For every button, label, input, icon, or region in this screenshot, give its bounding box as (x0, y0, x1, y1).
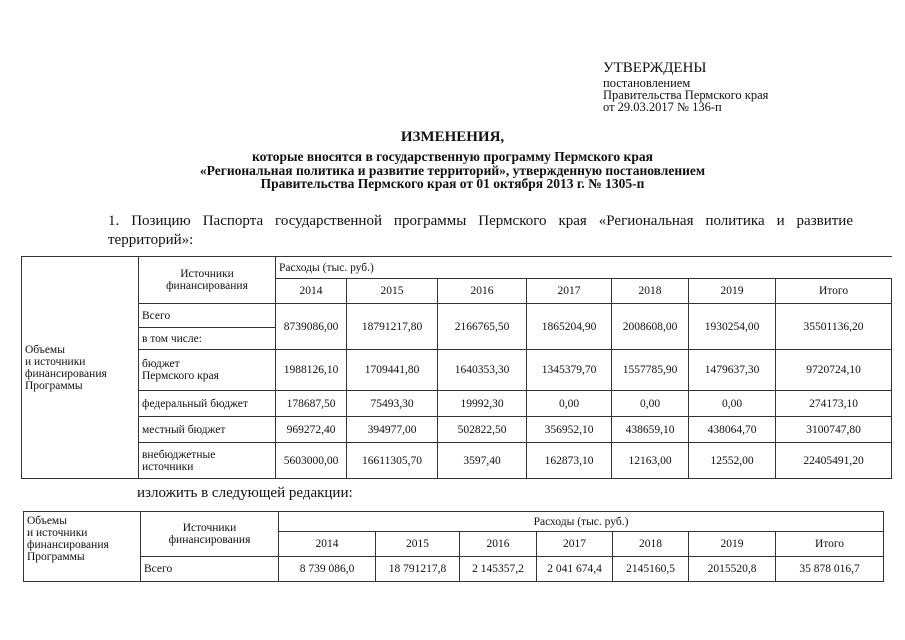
cell-value: 5603000,00 (276, 443, 347, 479)
cell-value: 8 739 086,0 (279, 557, 376, 582)
cell-value: 0,00 (689, 391, 776, 417)
subtitle-line-2: «Региональная политика и развитие территорий», утвержденную постановлением (199, 162, 706, 178)
document-subtitle (0, 150, 905, 191)
cell-value: 2 145357,2 (460, 557, 537, 582)
cell-value: 274173,10 (776, 391, 892, 417)
cell-value: 1930254,00 (689, 304, 776, 350)
cell-value: 3597,40 (438, 443, 527, 479)
year-header: 2018 (612, 279, 689, 304)
total-header: Итого (776, 279, 892, 304)
paragraph-1: 1. Позицию Паспорта государственной программы Пермского края «Региональная политика и развитие территорий»: (108, 213, 853, 248)
cell-value: 1865204,90 (527, 304, 612, 350)
cell-value: 8739086,00 (276, 304, 347, 350)
cell-value: 969272,40 (276, 417, 347, 443)
cell-value: 2166765,50 (438, 304, 527, 350)
year-header: 2016 (438, 279, 527, 304)
year-header: 2014 (276, 279, 347, 304)
cell-value: 16611305,70 (347, 443, 438, 479)
sources-header: Источники финансирования (141, 512, 279, 557)
year-header: 2019 (689, 532, 776, 557)
cell-value: 2015520,8 (689, 557, 776, 582)
cell-value: 438064,70 (689, 417, 776, 443)
year-header: 2018 (613, 532, 689, 557)
total-header: Итого (776, 532, 884, 557)
row-label-including: в том числе: (139, 328, 276, 350)
cell-value: 35 878 016,7 (776, 557, 884, 582)
expenses-header: Расходы (тыс. руб.) (276, 257, 892, 279)
cell-value: 438659,10 (612, 417, 689, 443)
cell-value: 1640353,30 (438, 350, 527, 391)
approval-title: УТВЕРЖДЕНЫ (603, 60, 707, 76)
cell-value: 1557785,90 (612, 350, 689, 391)
year-header: 2015 (347, 279, 438, 304)
cell-value: 35501136,20 (776, 304, 892, 350)
cell-value: 12552,00 (689, 443, 776, 479)
funding-table-original (21, 256, 892, 479)
cell-value: 356952,10 (527, 417, 612, 443)
year-header: 2017 (527, 279, 612, 304)
program-funding-label: Объемы и источники финансирования Программы (22, 257, 139, 479)
cell-value: 1479637,30 (689, 350, 776, 391)
sources-header: Источники финансирования (139, 257, 276, 304)
paragraph-2: изложить в следующей редакции: (137, 485, 353, 501)
year-header: 2016 (460, 532, 537, 557)
year-header: 2017 (537, 532, 613, 557)
cell-value: 19992,30 (438, 391, 527, 417)
funding-table-new (23, 511, 884, 582)
cell-value: 9720724,10 (776, 350, 892, 391)
year-header: 2014 (279, 532, 376, 557)
year-header: 2019 (689, 279, 776, 304)
cell-value: 2008608,00 (612, 304, 689, 350)
program-funding-label: Объемы и источники финансирования Программы (24, 512, 141, 582)
cell-value: 0,00 (527, 391, 612, 417)
row-label: местный бюджет (139, 417, 276, 443)
cell-value: 1709441,80 (347, 350, 438, 391)
approval-line-3: от 29.03.2017 № 136-п (603, 100, 722, 114)
approval-line-1: постановлением (603, 76, 691, 90)
expenses-header: Расходы (тыс. руб.) (279, 512, 884, 532)
cell-value: 178687,50 (276, 391, 347, 417)
approval-line-2: Правительства Пермского края (603, 88, 769, 102)
document-title: ИЗМЕНЕНИЯ, (400, 129, 505, 145)
row-label-total: Всего (139, 304, 276, 328)
row-label: бюджет Пермского края (139, 350, 276, 391)
cell-value: 12163,00 (612, 443, 689, 479)
cell-value: 1988126,10 (276, 350, 347, 391)
cell-value: 502822,50 (438, 417, 527, 443)
cell-value: 162873,10 (527, 443, 612, 479)
cell-value: 2145160,5 (613, 557, 689, 582)
cell-value: 2 041 674,4 (537, 557, 613, 582)
cell-value: 18 791217,8 (376, 557, 460, 582)
row-label-total: Всего (141, 557, 279, 582)
cell-value: 3100747,80 (776, 417, 892, 443)
subtitle-line-1: которые вносятся в государственную программу Пермского края (252, 149, 653, 164)
cell-value: 1345379,70 (527, 350, 612, 391)
cell-value: 22405491,20 (776, 443, 892, 479)
approval-block (603, 60, 903, 113)
row-label: федеральный бюджет (139, 391, 276, 417)
row-label: внебюджетные источники (139, 443, 276, 479)
subtitle-line-3: Правительства Пермского края от 01 октября 2013 г. № 1305-п (260, 176, 645, 191)
cell-value: 75493,30 (347, 391, 438, 417)
year-header: 2015 (376, 532, 460, 557)
cell-value: 0,00 (612, 391, 689, 417)
cell-value: 18791217,80 (347, 304, 438, 350)
cell-value: 394977,00 (347, 417, 438, 443)
